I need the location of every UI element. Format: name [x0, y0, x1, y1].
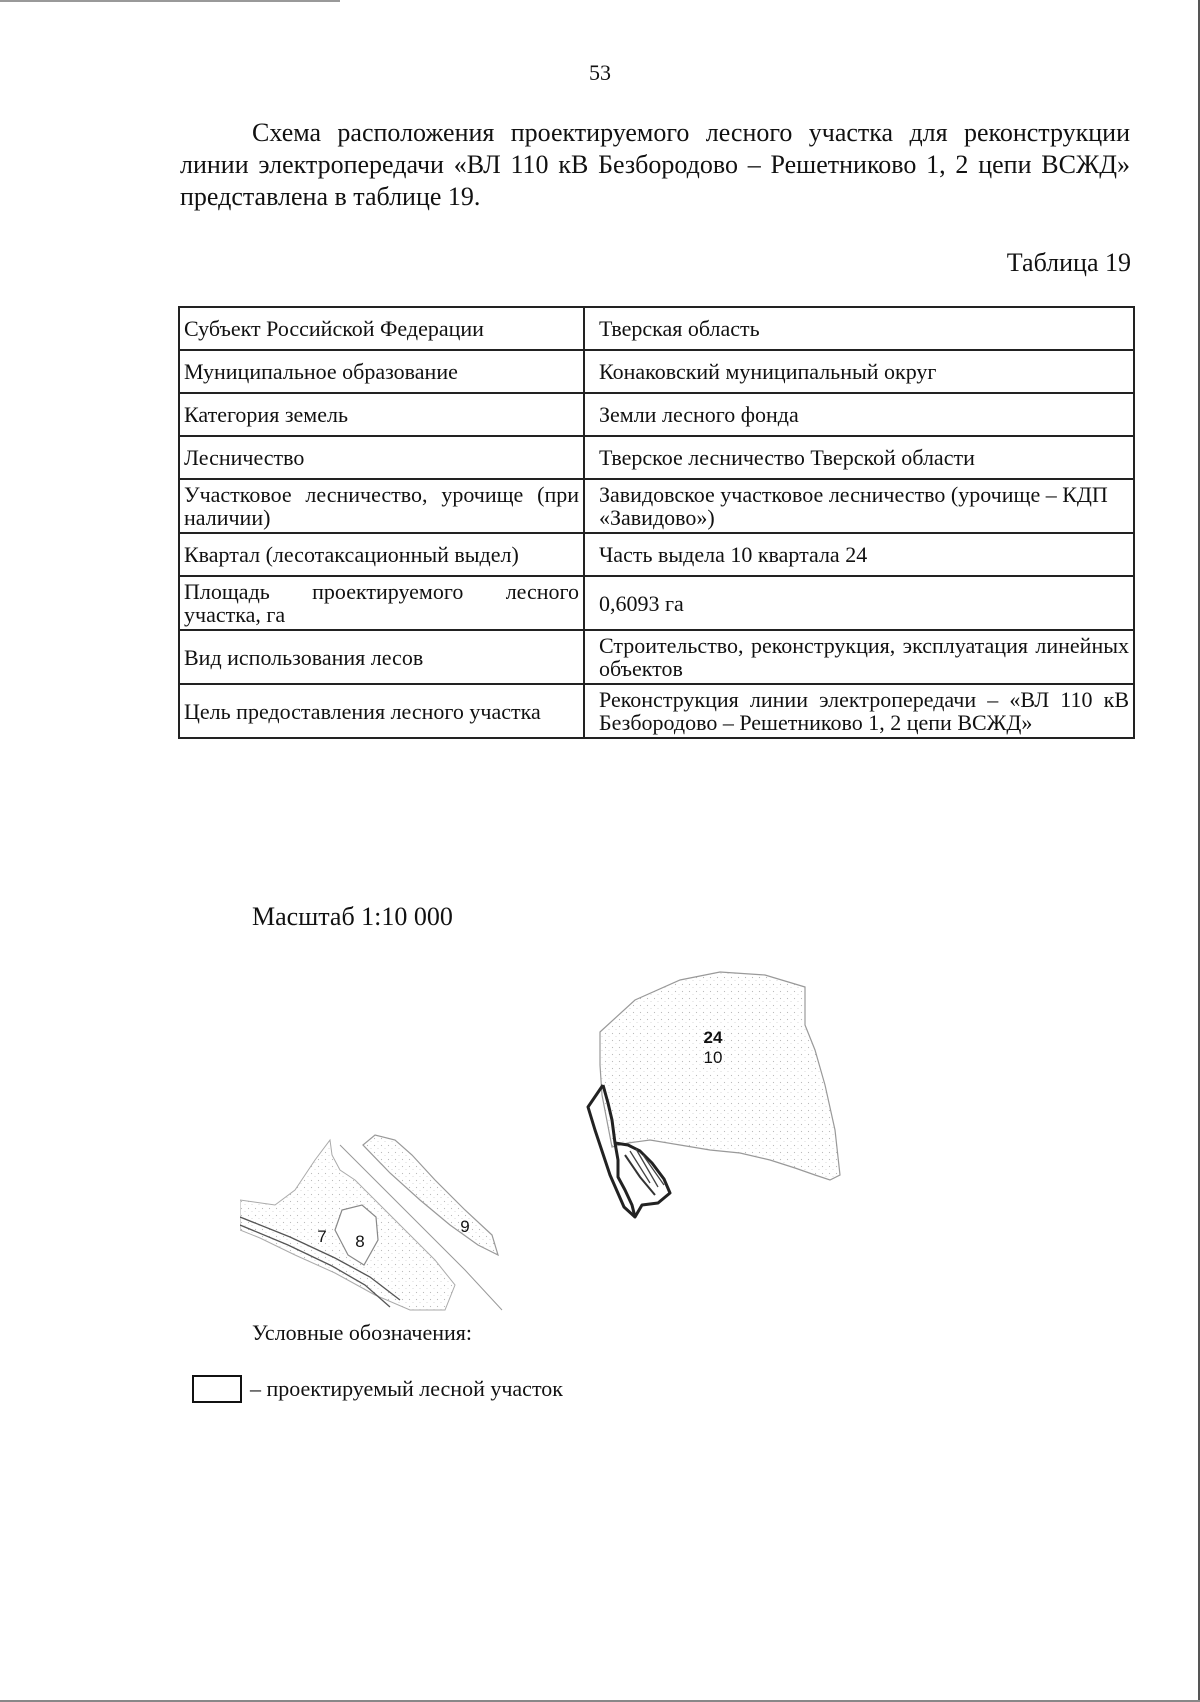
table-key: Субъект Российской Федерации [179, 307, 584, 350]
table-value: Завидовское участковое лесничество (урочище – КДП «Завидово») [584, 479, 1134, 533]
table-row [179, 630, 1134, 684]
parcel-8-label: 8 [355, 1232, 365, 1251]
legend-symbol-box [192, 1375, 242, 1403]
table-row [179, 533, 1134, 576]
table-row [179, 350, 1134, 393]
map-scale: Масштаб 1:10 000 [252, 902, 453, 931]
projected-plot-hatch [630, 1149, 664, 1187]
table-value: Реконструкция линии электропередачи – «ВЛ 110 кВ Безбородово – Решетниково 1, 2 цепи ВСЖД» [584, 684, 1134, 738]
table-key: Цель предоставления лесного участка [179, 684, 584, 738]
legend-item [192, 1375, 563, 1403]
info-table [178, 306, 1135, 739]
table-value: Тверская область [584, 307, 1134, 350]
legend-title: Условные обозначения: [252, 1320, 473, 1345]
table-value: Конаковский муниципальный округ [584, 350, 1134, 393]
legend-item-label: – проектируемый лесной участок [250, 1376, 563, 1401]
table-key: Категория земель [179, 393, 584, 436]
table-key: Площадь проектируемого лесного участка, га [179, 576, 584, 630]
table-key: Вид использования лесов [179, 630, 584, 684]
table-caption: Таблица 19 [1006, 248, 1131, 277]
intro-text: Схема расположения проектируемого лесного участка для реконструкции линии электропередачи «ВЛ 110 кВ Безбородово – Решетниково 1, 2 цепи ВСЖД» представлена в таблице 19. [180, 118, 1130, 211]
scan-top-edge [0, 0, 340, 2]
table-key: Лесничество [179, 436, 584, 479]
table-value: 0,6093 га [584, 576, 1134, 630]
table-key: Муниципальное образование [179, 350, 584, 393]
intro-paragraph [180, 117, 1130, 213]
parcel-9-label: 9 [460, 1217, 470, 1236]
quarter-number-label: 24 [703, 1028, 723, 1047]
parcel-7-label: 7 [317, 1227, 327, 1246]
table-row [179, 576, 1134, 630]
table-row [179, 479, 1134, 533]
site-map [240, 955, 860, 1335]
plot-number-label: 10 [703, 1048, 723, 1067]
table-row [179, 393, 1134, 436]
page-number: 53 [589, 60, 611, 85]
table-value: Земли лесного фонда [584, 393, 1134, 436]
table-row [179, 436, 1134, 479]
table-row [179, 684, 1134, 738]
table-value: Часть выдела 10 квартала 24 [584, 533, 1134, 576]
table-key: Участковое лесничество, урочище (при наличии) [179, 479, 584, 533]
table-value: Тверское лесничество Тверской области [584, 436, 1134, 479]
table-key: Квартал (лесотаксационный выдел) [179, 533, 584, 576]
table-row [179, 307, 1134, 350]
table-value: Строительство, реконструкция, эксплуатация линейных объектов [584, 630, 1134, 684]
